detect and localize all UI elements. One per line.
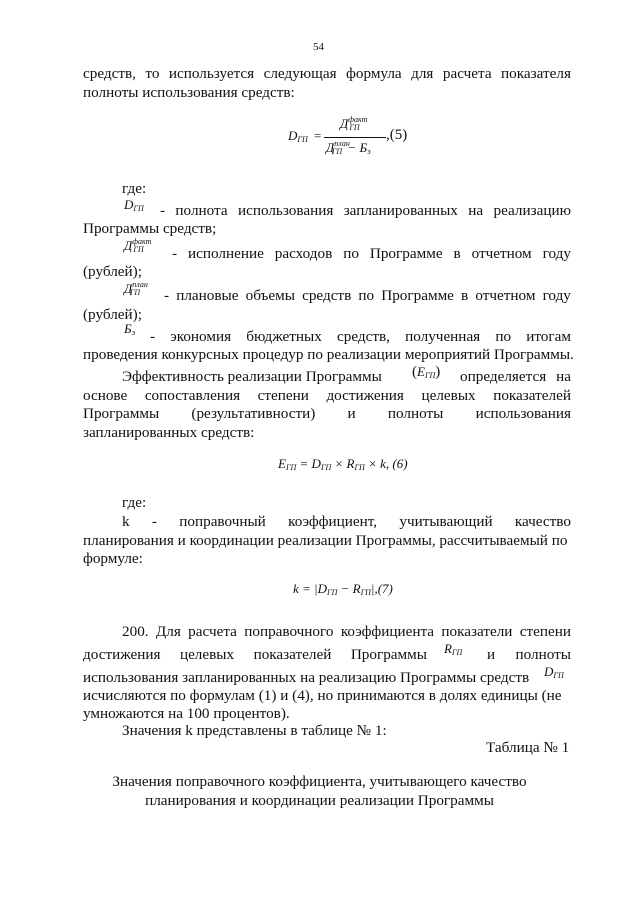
word: исполнение [187,245,264,262]
word: использования [237,202,334,219]
word: k [122,513,130,530]
word: - [160,202,166,219]
word: 200. [122,623,149,640]
word: - [151,513,157,530]
definition-text [160,201,571,220]
word: достижения [83,646,161,663]
word: - [150,328,156,345]
word: на [556,368,571,385]
definition-text [164,286,571,305]
where-label: где: [122,494,147,511]
paragraph-line [460,367,571,386]
word: полноты [387,405,444,422]
word: следующая [263,65,337,82]
formula-symbol: D [288,128,298,143]
word: степени [519,623,571,640]
paragraph-line: использования запланированных на реализацию Программы средств [83,669,530,686]
definition-text: планирования и координации реализации Программы, рассчитываемый по [83,532,568,549]
word: качество [514,513,571,530]
word: средств [302,287,352,304]
word: то [145,65,160,82]
word: и [347,405,356,422]
definition-text: (рублей); [83,306,142,323]
paragraph-line [83,645,427,664]
paragraph-line: Эффективность реализации Программы [122,368,382,385]
inline-symbol: (EГП) [412,364,441,380]
word: Программы [83,405,160,422]
definition-text [172,244,571,263]
paragraph-line [83,64,571,83]
word: итогам [526,328,571,345]
paragraph-line [83,386,571,405]
word: учитывающий [399,513,493,530]
definition-text: (рублей); [83,263,142,280]
word: году [542,287,571,304]
word: показателя [501,65,571,82]
word: в [453,245,461,262]
definition-text [122,512,571,531]
word: реализацию [493,202,571,219]
word: - [172,245,178,262]
paragraph-line [487,645,571,664]
paragraph-line: умножаются на 100 процентов). [83,705,290,722]
word: коэффициента [340,623,435,640]
word: по [495,328,512,345]
word: для [411,65,434,82]
word: поправочный [179,513,266,530]
formula-denominator: $Д^{план}ГП$ − Бэ [326,139,371,156]
definition-symbol: DГП [124,197,144,213]
where-label: где: [122,180,147,197]
word: формула [346,65,402,82]
definition-symbol: $Д^{факт}ГП$ [124,237,152,254]
word: запланированных [343,202,458,219]
formula-subscript: ГП [297,135,308,144]
table-label: Таблица № 1 [486,739,570,756]
word: плановые [176,287,239,304]
inline-symbol: RГП [444,641,463,657]
word: по [358,287,375,304]
word: отчетном [471,245,532,262]
word: расчета [442,65,492,82]
definition-symbol: $Д^{план}ГП$ [124,280,148,297]
definition-text [150,327,571,346]
word: и [487,646,496,663]
word: показатели [441,623,513,640]
word: степени [257,387,309,404]
word: коэффициент, [288,513,378,530]
word: полученная [405,328,481,345]
word: показателей [493,387,571,404]
table-title: Значения поправочного коэффициента, учитывающего качество [112,773,527,790]
word: определяется [460,368,547,385]
word: целевых [179,646,235,663]
formula-6: EГП = DГП × RГП × k, (6) [278,456,408,472]
word: отчетном [475,287,536,304]
word: на [468,202,484,219]
paragraph-line [122,622,571,641]
paragraph-line: запланированных средств: [83,424,255,441]
word: показателей [253,646,332,663]
paragraph-line: Значения k представлены в таблице № 1: [122,722,387,739]
definition-symbol: Бэ [124,321,136,337]
page-number: 54 [313,41,324,53]
word: достижения [326,387,404,404]
formula-7: k = |DГП − RГП|,(7) [293,581,393,597]
paragraph-line: исчисляются по формулам (1) и (4), но принимаются в долях единицы (не [83,687,562,704]
paragraph-line: полноты использования средств: [83,84,295,101]
word: сопоставления [144,387,241,404]
word: (результативности) [191,405,316,422]
paragraph-line [83,404,571,423]
definition-text: формуле: [83,550,143,567]
word: Программы [350,646,427,663]
word: поправочного [244,623,334,640]
word: основе [83,387,128,404]
word: Программе [381,287,454,304]
definition-text: Программы средств; [83,220,217,237]
formula-numerator: $Д^{факт}ГП$ [340,115,368,132]
word: - [164,287,170,304]
word: используется [168,65,255,82]
word: полноты [515,646,571,663]
word: в [461,287,469,304]
definition-text: проведения конкурсных процедур по реализации мероприятий Программы. [83,346,574,363]
formula-number: ,(5) [386,127,408,143]
word: полнота [175,202,228,219]
fraction-bar [324,137,386,138]
table-title: планирования и координации реализации Программы [145,792,494,809]
word: году [542,245,571,262]
word: экономия [170,328,232,345]
word: целевых [421,387,476,404]
word: средств, [337,328,390,345]
word: использования [475,405,571,422]
word: расчета [188,623,237,640]
formula-equals: = [313,128,322,143]
inline-symbol: DГП [544,664,564,680]
word: Программе [369,245,443,262]
word: по [343,245,359,262]
word: бюджетных [246,328,322,345]
word: Для [155,623,181,640]
word: объемы [245,287,295,304]
word: средств, [83,65,136,82]
word: расходов [274,245,333,262]
